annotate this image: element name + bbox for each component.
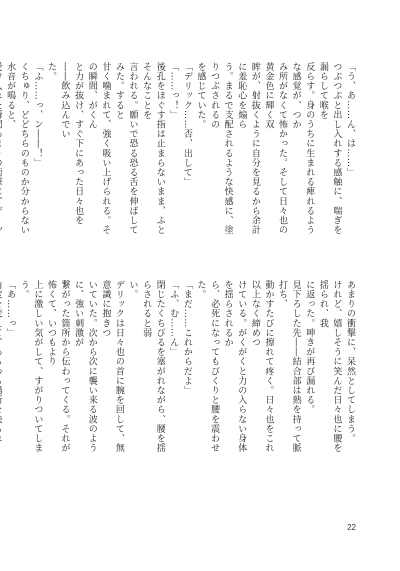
text-block-top	[5, 62, 356, 244]
bottom-text-line: 上に激しい気がして、すがりついてしまう。	[18, 280, 43, 453]
bottom-text-line: いていた。次から次に襲い来る波のように、強い刺激が	[73, 280, 97, 453]
bottom-text-line: 動かすたびに擦れて疼く。日々也をこれ以上なく締めつ	[249, 280, 274, 453]
top-text-line: 言われる。願いで恐る恐る舌を伸ばしてみた。すると	[113, 62, 138, 235]
bottom-text-line: 「ふ、む……ん」	[168, 280, 179, 357]
top-text-line: 「デリック……否、出して」	[181, 62, 192, 187]
top-text-line: 「……っ！」	[168, 62, 179, 120]
bottom-text-line: 繋がった箇所から伝わってくる。それが怖くて、いつもより	[45, 280, 70, 453]
bottom-text-line: に返った。呻きが再び漏れる。	[304, 280, 315, 415]
top-text-line: 反らす。身のうちに生まれる痺れるような感覚が、つか	[290, 62, 315, 235]
top-text-line	[0, 62, 3, 244]
top-text-line: た。	[45, 62, 56, 82]
bottom-text-line: 見下ろした先――結合部は熱を持って脈打ち、	[277, 280, 301, 453]
bottom-text-line: けれど、嬉しそうに笑んだ日々也に腰を揺られ、我	[317, 280, 342, 453]
top-text-line: 「う、あ……ん、は……」	[345, 62, 355, 178]
top-text-line: 後孔をほぐす指は止まらないまま、ふとそんなことを	[141, 62, 165, 235]
top-text-line: 甘く噛まれて、強く吸い上げられる。その瞬間、がくん	[86, 62, 111, 235]
top-text-line: くちゅり、どどちらのものか分からない水音が鳴ると、	[5, 62, 29, 235]
bottom-text-line: けている。がくがくと力の入らない身体を揺らされるか	[222, 280, 247, 453]
bottom-text-line: ら、必死になってもびくりと腰を震わせた。	[195, 280, 220, 453]
top-text-line: う。まるで支配されるような快感に、塗りつぶされるの	[209, 62, 233, 235]
top-text-line: と力が抜け、すぐ下にあった日々也を――飲み込んでい	[59, 62, 84, 226]
bottom-text-line: デリックは日々也の首に腕を回して、無意識に抱きつ	[100, 280, 124, 453]
top-text-line: 眸が、射抜くように自分を見るから余計に羞恥心を煽ら	[236, 62, 260, 235]
top-text-line: を感じていた。	[195, 62, 206, 130]
bottom-text-line: 「あ……っ」	[5, 280, 16, 338]
top-text-line: み所がなくて怖かった。そして日々也の黄金色に輝く双	[263, 62, 288, 235]
bottom-text-line: 閉じたくちびるを塞がれながら、腰を揺らされると弱	[141, 280, 165, 453]
bottom-text-line: い。	[127, 280, 138, 300]
bottom-text-line	[0, 280, 3, 456]
top-text-line: 「ふ……っ、ン――！」	[32, 62, 43, 168]
bottom-text-line: 「まだ……これからだよ」	[181, 280, 192, 396]
page-number: 22	[347, 523, 356, 532]
top-text-line: つぷつぷと出し入れする感触に、喘ぎを漏らして喉を	[317, 62, 342, 235]
text-block-bottom	[5, 280, 356, 456]
bottom-text-line: あまりの衝撃に、呆然としてしまう。	[345, 280, 355, 444]
